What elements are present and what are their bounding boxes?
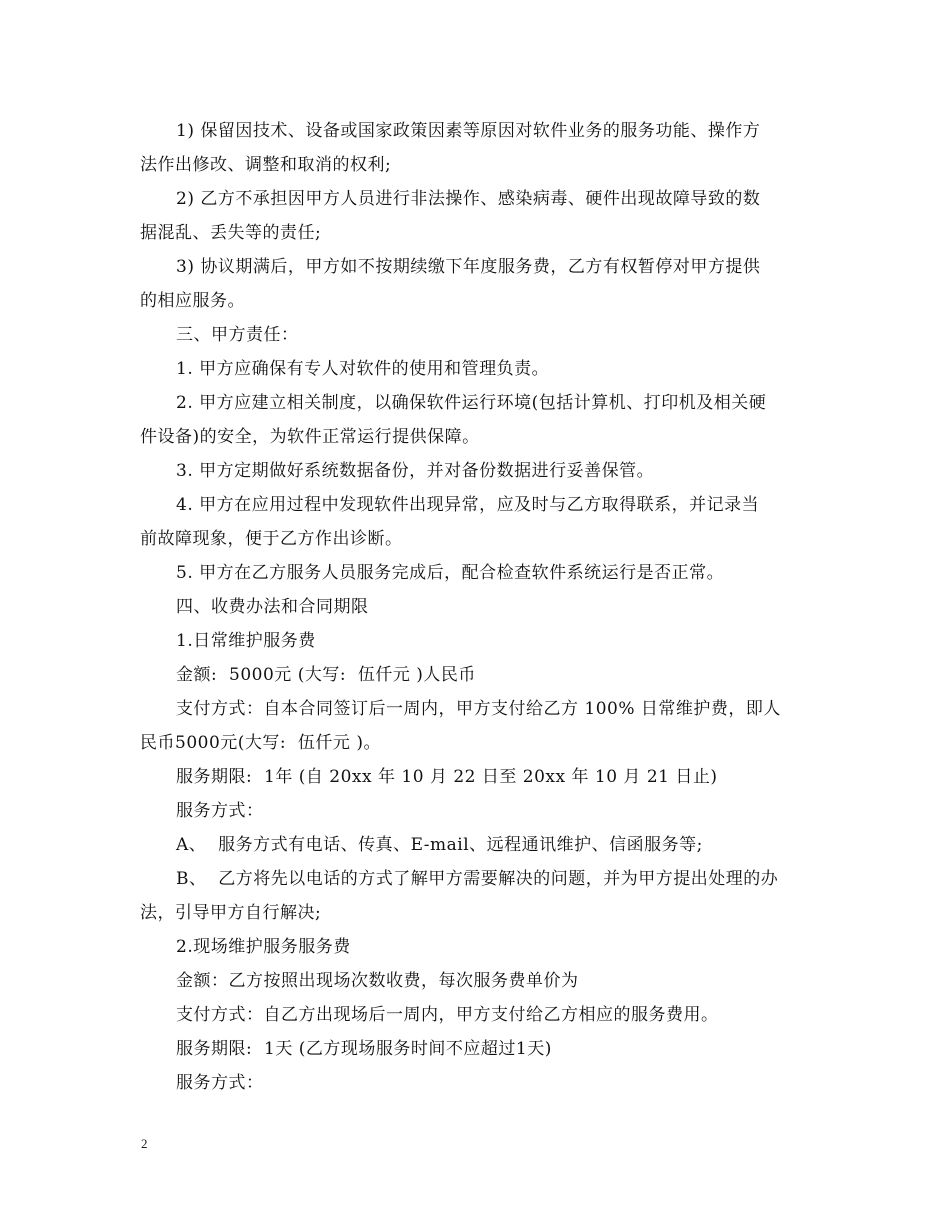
subsection-heading: 1.日常维护服务费 — [176, 631, 316, 651]
paragraph-line: 5. 甲方在乙方服务人员服务完成后，配合检查软件系统运行是否正常。 — [176, 563, 725, 583]
paragraph-line: 民币5000元(大写: 伍仟元 )。 — [140, 733, 381, 753]
document-body — [140, 114, 812, 1100]
paragraph-line: 法，引导甲方自行解决; — [140, 903, 322, 923]
paragraph-line: 金额：乙方按照出现场次数收费，每次服务费单价为 — [176, 971, 579, 991]
paragraph-line: 3) 协议期满后，甲方如不按期续缴下年度服务费，乙方有权暂停对甲方提供 — [176, 257, 761, 277]
paragraph-line: 2. 甲方应建立相关制度，以确保软件运行环境(包括计算机、打印机及相关硬 — [176, 393, 767, 413]
paragraph-line: 服务期限: 1天 (乙方现场服务时间不应超过1天) — [176, 1039, 552, 1059]
paragraph-line: 服务期限: 1年 (自 20xx 年 10 月 22 日至 20xx 年 10 月 21 日止) — [176, 767, 718, 787]
paragraph-line: 件设备)的安全，为软件正常运行提供保障。 — [140, 427, 480, 447]
paragraph-line: 据混乱、丢失等的责任; — [140, 223, 322, 243]
page-number: 2 — [141, 1136, 148, 1151]
paragraph-line: A、 服务方式有电话、传真、E-mail、远程通讯维护、信函服务等; — [176, 835, 703, 855]
paragraph-line: 3. 甲方定期做好系统数据备份，并对备份数据进行妥善保管。 — [176, 461, 655, 481]
paragraph-line: 金额: 5000元 (大写: 伍仟元 )人民币 — [176, 665, 476, 685]
paragraph-line: 前故障现象，便于乙方作出诊断。 — [140, 529, 403, 549]
paragraph-line: 服务方式： — [176, 801, 264, 821]
paragraph-line: 支付方式：自乙方出现场后一周内，甲方支付给乙方相应的服务费用。 — [176, 1005, 719, 1025]
paragraph-line: 法作出修改、调整和取消的权利; — [140, 155, 392, 175]
section-heading: 四、收费办法和合同期限 — [176, 597, 369, 617]
paragraph-line: 支付方式：自本合同签订后一周内，甲方支付给乙方 100% 日常维护费，即人 — [176, 699, 781, 719]
section-heading: 三、甲方责任： — [176, 325, 299, 345]
paragraph-line: B、 乙方将先以电话的方式了解甲方需要解决的问题，并为甲方提出处理的办 — [176, 869, 779, 889]
paragraph-line: 1. 甲方应确保有专人对软件的使用和管理负责。 — [176, 359, 550, 379]
paragraph-line: 2) 乙方不承担因甲方人员进行非法操作、感染病毒、硬件出现故障导致的数 — [176, 189, 761, 209]
paragraph-line: 服务方式： — [176, 1073, 264, 1093]
subsection-heading: 2.现场维护服务服务费 — [176, 937, 351, 957]
paragraph-line: 的相应服务。 — [140, 291, 245, 311]
paragraph-line: 1) 保留因技术、设备或国家政策因素等原因对软件业务的服务功能、操作方 — [176, 121, 761, 141]
paragraph-line: 4. 甲方在应用过程中发现软件出现异常，应及时与乙方取得联系，并记录当 — [176, 495, 760, 515]
